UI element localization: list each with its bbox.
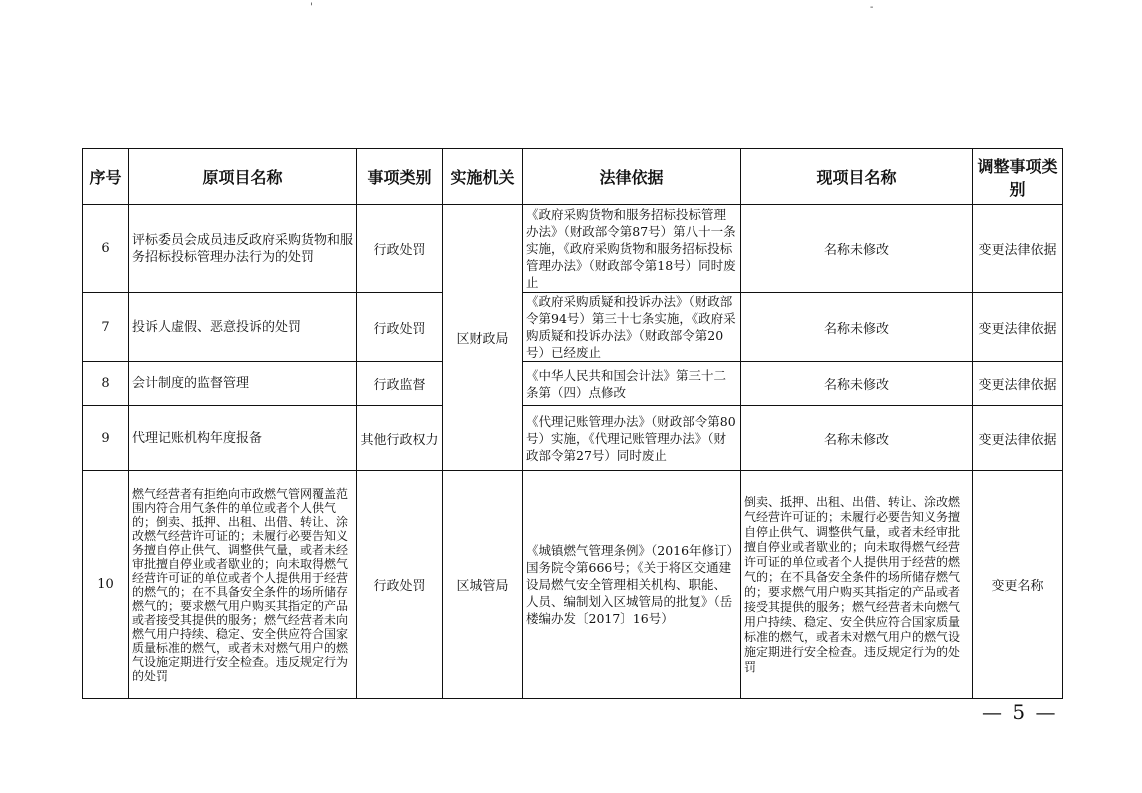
- cell-seq: 6: [83, 205, 129, 293]
- cell-legal-basis: 《政府采购质疑和投诉办法》（财政部令第94号）第三十七条实施，《政府采购质疑和投诉办法》（财政部令第20号）已经废止: [523, 293, 741, 362]
- cell-adjustment: 变更法律依据: [973, 362, 1063, 406]
- cell-legal-basis: 《中华人民共和国会计法》第三十二条第（四）点修改: [523, 362, 741, 406]
- cell-orig-name: 投诉人虚假、恶意投诉的处罚: [129, 293, 357, 362]
- table-row: [83, 293, 1063, 362]
- header-agency: 实施机关: [443, 149, 523, 205]
- header-orig-name: 原项目名称: [129, 149, 357, 205]
- cell-adjustment: 变更名称: [973, 471, 1063, 699]
- cell-orig-name: 会计制度的监督管理: [129, 362, 357, 406]
- cell-legal-basis: 《城镇燃气管理条例》（2016年修订）国务院令第666号；《关于将区交通建设局燃气安全管理相关机构、职能、人员、编制划入区城管局的批复》（岳楼编办发〔2017〕16号）: [523, 471, 741, 699]
- header-row: [83, 149, 1063, 205]
- header-legal-basis: 法律依据: [523, 149, 741, 205]
- table-row: [83, 362, 1063, 406]
- header-seq: 序号: [83, 149, 129, 205]
- cell-adjustment: 变更法律依据: [973, 205, 1063, 293]
- cell-legal-basis: 《政府采购货物和服务招标投标管理办法》（财政部令第87号）第八十一条实施，《政府采购货物和服务招标投标管理办法》（财政部令第18号）同时废止: [523, 205, 741, 293]
- cell-seq: 9: [83, 406, 129, 471]
- page-number: — 5 —: [982, 700, 1058, 724]
- cell-category: 行政监督: [357, 362, 443, 406]
- cell-category: 行政处罚: [357, 471, 443, 699]
- cell-current-name: 倒卖、抵押、出租、出借、转让、涂改燃气经营许可证的；未履行必要告知义务擅自停止供气、调整供气量，或者未经审批擅自停业或者歇业的；向未取得燃气经营许可证的单位或者个人提供用于经营的燃气的；在不具备安全条件的场所储存燃气的；要求燃气用户购买其指定的产品或者接受其提供的服务；燃气经营者未向燃气用户持续、稳定、安全供应符合国家质量标准的燃气，或者未对燃气用户的燃气设施定期进行安全检查。违反规定行为的处罚: [741, 471, 973, 699]
- cell-category: 行政处罚: [357, 293, 443, 362]
- cell-current-name: 名称未修改: [741, 205, 973, 293]
- cell-legal-basis: 《代理记账管理办法》（财政部令第80号）实施，《代理记账管理办法》（财政部令第27号）同时废止: [523, 406, 741, 471]
- cell-adjustment: 变更法律依据: [973, 293, 1063, 362]
- adjustment-table: [82, 148, 1063, 699]
- cell-agency: 区财政局: [443, 205, 523, 471]
- cell-agency: 区城管局: [443, 471, 523, 699]
- header-category: 事项类别: [357, 149, 443, 205]
- cell-orig-name: 燃气经营者有拒绝向市政燃气管网覆盖范围内符合用气条件的单位或者个人供气的；倒卖、抵押、出租、出借、转让、涂改燃气经营许可证的；未履行必要告知义务擅自停止供气、调整供气量，或者未经审批擅自停业或者歇业的；向未取得燃气经营许可证的单位或者个人提供用于经营的燃气的；在不具备安全条件的场所储存燃气的；要求燃气用户购买其指定的产品或者接受其提供的服务；燃气经营者未向燃气用户持续、稳定、安全供应符合国家质量标准的燃气，或者未对燃气用户的燃气设施定期进行安全检查。违反规定行为的处罚: [129, 471, 357, 699]
- cell-category: 其他行政权力: [357, 406, 443, 471]
- scan-mark: -: [870, 2, 874, 13]
- cell-seq: 7: [83, 293, 129, 362]
- cell-seq: 8: [83, 362, 129, 406]
- cell-current-name: 名称未修改: [741, 293, 973, 362]
- table-row: [83, 471, 1063, 699]
- scan-mark: ': [310, 2, 313, 13]
- header-current-name: 现项目名称: [741, 149, 973, 205]
- cell-orig-name: 代理记账机构年度报备: [129, 406, 357, 471]
- cell-seq: 10: [83, 471, 129, 699]
- table-row: [83, 205, 1063, 293]
- table-row: [83, 406, 1063, 471]
- cell-current-name: 名称未修改: [741, 362, 973, 406]
- cell-adjustment: 变更法律依据: [973, 406, 1063, 471]
- header-adjustment: 调整事项类别: [973, 149, 1063, 205]
- cell-category: 行政处罚: [357, 205, 443, 293]
- cell-current-name: 名称未修改: [741, 406, 973, 471]
- cell-orig-name: 评标委员会成员违反政府采购货物和服务招标投标管理办法行为的处罚: [129, 205, 357, 293]
